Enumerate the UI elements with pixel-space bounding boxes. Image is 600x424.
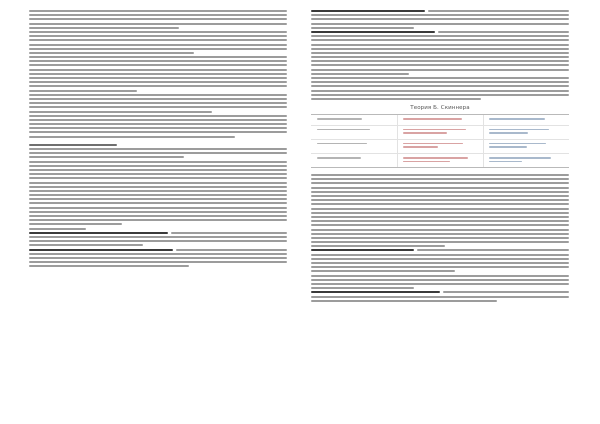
paragraph — [311, 275, 569, 290]
skinner-theory-table — [311, 105, 569, 168]
table-cell — [311, 126, 397, 139]
paragraph-bold-lead — [29, 249, 287, 268]
table-cell — [311, 154, 397, 167]
paragraph — [311, 77, 569, 100]
table-cell — [483, 140, 569, 153]
table-cell — [483, 126, 569, 139]
paragraph — [29, 31, 287, 54]
paragraph — [29, 148, 287, 158]
paragraph — [29, 56, 287, 92]
paragraph-bold-lead — [311, 249, 569, 272]
table-cell — [483, 154, 569, 167]
table-title: Теория Б. Скиннера — [410, 104, 470, 111]
table-cell — [397, 126, 483, 139]
paragraph — [29, 10, 287, 29]
paragraph-bold-lead — [311, 291, 569, 301]
table-cell — [311, 140, 397, 153]
paragraph — [29, 228, 287, 230]
paragraph — [29, 161, 287, 226]
paragraph — [311, 174, 569, 247]
table-row — [311, 140, 569, 154]
paragraph-bold-lead — [29, 232, 287, 247]
table-cell — [397, 140, 483, 153]
table-row — [311, 154, 569, 167]
table-cell — [311, 115, 397, 125]
left-column — [29, 10, 287, 269]
table-row — [311, 115, 569, 126]
table-grid — [311, 114, 569, 168]
right-column — [311, 10, 569, 304]
table-cell — [397, 154, 483, 167]
section-heading — [29, 144, 287, 146]
paragraph — [29, 115, 287, 138]
paragraph-bold-lead — [311, 31, 569, 75]
paragraph — [29, 94, 287, 113]
table-cell — [397, 115, 483, 125]
table-cell — [483, 115, 569, 125]
table-row — [311, 126, 569, 140]
paragraph-bold-lead — [311, 10, 569, 29]
